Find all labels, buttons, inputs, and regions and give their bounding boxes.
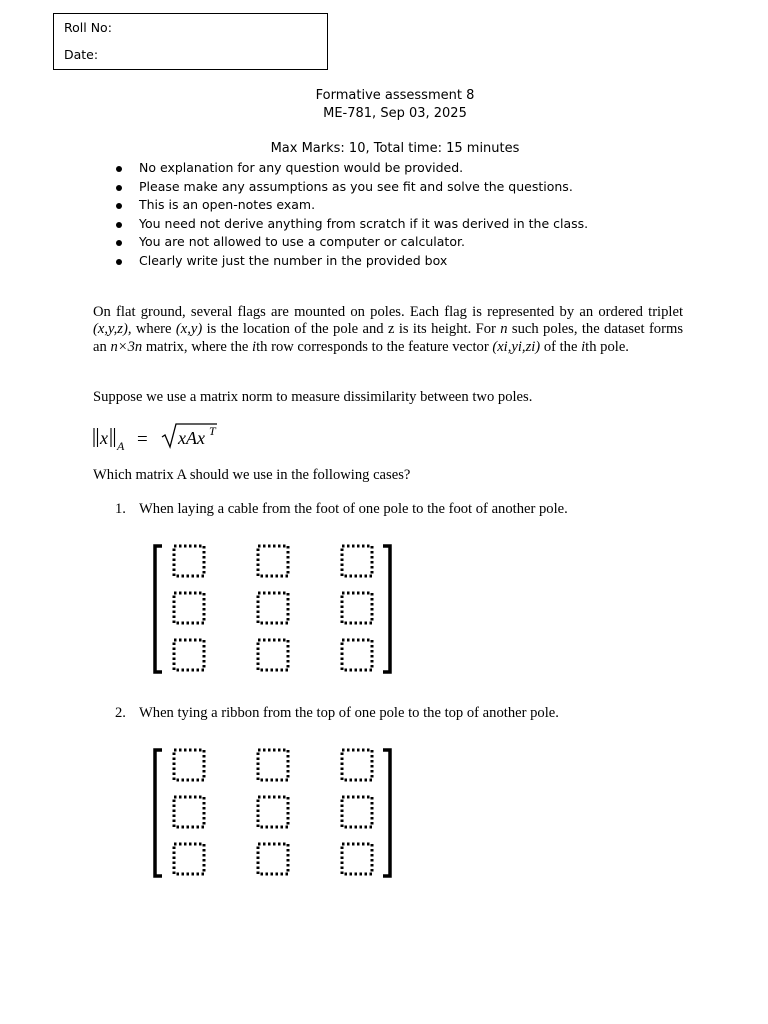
instruction-item: You need not derive anything from scratch if it was derived in the class. — [114, 215, 588, 234]
answer-cell-2-1[interactable] — [174, 593, 204, 623]
answer-cell-2-3[interactable] — [342, 797, 372, 827]
question-2 — [115, 705, 559, 722]
answer-cell-2-2[interactable] — [258, 593, 288, 623]
answer-cell-3-2[interactable] — [258, 640, 288, 670]
answer-cell-1-1[interactable] — [174, 546, 204, 576]
answer-cell-2-2[interactable] — [258, 797, 288, 827]
question-number: 2. — [115, 705, 126, 721]
question-text: When tying a ribbon from the top of one pole to the top of another pole. — [139, 705, 559, 721]
left-bracket — [155, 750, 162, 876]
instructions-list — [114, 159, 588, 271]
question-1 — [115, 501, 568, 518]
formula-rhs-sup: T — [209, 424, 216, 438]
answer-cell-3-2[interactable] — [258, 844, 288, 874]
instruction-item: Please make any assumptions as you see fit and solve the questions. — [114, 178, 588, 197]
course-line: ME-781, Sep 03, 2025 — [323, 106, 467, 121]
marks-line: Max Marks: 10, Total time: 15 minutes — [270, 141, 520, 156]
instruction-item: Clearly write just the number in the provided box — [114, 252, 588, 271]
matrix-question: Which matrix A should we use in the following cases? — [93, 467, 411, 483]
answer-cell-2-1[interactable] — [174, 797, 204, 827]
formula-lhs-var: x — [100, 428, 108, 448]
answer-cell-3-1[interactable] — [174, 844, 204, 874]
norm-formula — [92, 420, 232, 456]
formula-lhs-sub: A — [117, 439, 125, 453]
norm-statement: Suppose we use a matrix norm to measure dissimilarity between two poles. — [93, 389, 533, 405]
exam-title: Formative assessment 8 — [315, 88, 475, 103]
question-text: When laying a cable from the foot of one pole to the foot of another pole. — [139, 501, 568, 517]
answer-cell-1-3[interactable] — [342, 750, 372, 780]
formula-equals: = — [137, 429, 148, 450]
right-bracket — [383, 546, 390, 672]
answer-matrix-2 — [150, 746, 395, 880]
answer-cell-1-1[interactable] — [174, 750, 204, 780]
instruction-item: You are not allowed to use a computer or calculator. — [114, 233, 588, 252]
instruction-item: This is an open-notes exam. — [114, 196, 588, 215]
answer-cell-2-3[interactable] — [342, 593, 372, 623]
answer-cell-1-2[interactable] — [258, 750, 288, 780]
roll-no-label: Roll No: — [64, 20, 112, 35]
answer-cell-3-1[interactable] — [174, 640, 204, 670]
answer-cell-3-3[interactable] — [342, 640, 372, 670]
answer-cell-1-3[interactable] — [342, 546, 372, 576]
formula-rhs: xAx — [178, 428, 205, 448]
date-label: Date: — [64, 47, 99, 62]
answer-cell-3-3[interactable] — [342, 844, 372, 874]
instruction-item: No explanation for any question would be provided. — [114, 159, 588, 178]
roll-date-box — [53, 13, 328, 70]
answer-matrix-1 — [150, 542, 395, 676]
right-bracket — [383, 750, 390, 876]
answer-cell-1-2[interactable] — [258, 546, 288, 576]
question-number: 1. — [115, 501, 126, 517]
left-bracket — [155, 546, 162, 672]
problem-intro: On flat ground, several flags are mounted on poles. Each flag is represented by an ordered triplet (x,y,z), where (x,y) is the location of the pole and z is its height. For n such poles, the dataset forms an n×3n matrix, where the ith row corresponds to the feature vector (xi,yi,zi) of the ith pole. — [93, 304, 683, 355]
